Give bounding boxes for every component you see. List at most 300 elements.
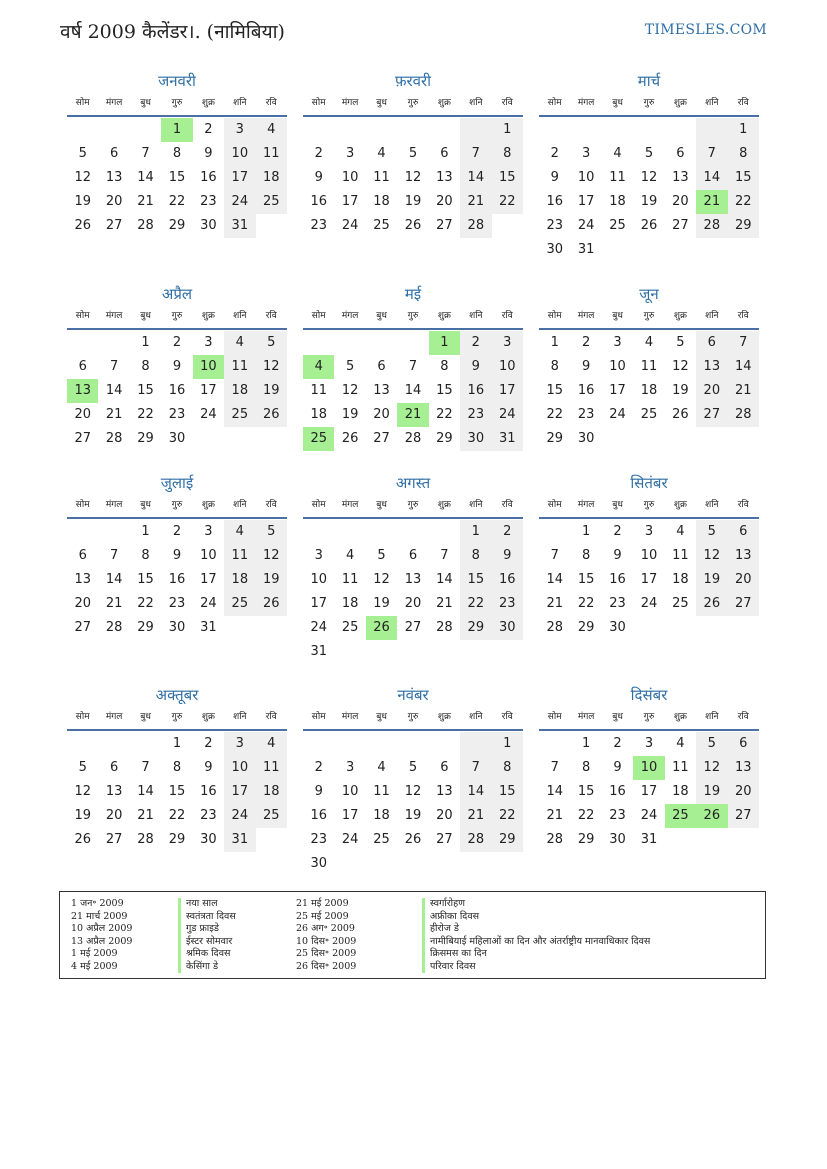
day-cell: 11 <box>373 170 390 185</box>
day-cell: 10 <box>224 756 255 780</box>
day-cell: 2 <box>613 524 622 539</box>
day-cell: 14 <box>105 383 123 398</box>
day-cell: 9 <box>314 170 323 185</box>
day-cell: 2 <box>581 335 591 350</box>
weekday-label: शनि <box>705 98 719 108</box>
day-cell: 2 <box>172 335 182 350</box>
day-cell: 18 <box>224 568 255 592</box>
weekday-label: सोम <box>311 712 326 722</box>
day-cell: 6 <box>728 732 759 756</box>
day-cell: 8 <box>728 142 759 166</box>
day-grid <box>539 118 759 262</box>
weekday-label: रवि <box>265 712 277 722</box>
day-cell: 19 <box>404 194 422 209</box>
day-cell: 19 <box>74 808 91 823</box>
day-cell: 26 <box>640 218 658 233</box>
day-cell: 18 <box>640 383 658 398</box>
day-cell: 29 <box>546 431 563 446</box>
weekday-label: बुध <box>140 712 151 722</box>
weekday-label: शुक्र <box>201 98 215 108</box>
day-cell: 14 <box>460 166 491 190</box>
day-cell: 13 <box>436 784 453 799</box>
day-cell: 2 <box>460 331 491 355</box>
day-grid <box>67 331 287 451</box>
day-cell: 9 <box>550 170 559 185</box>
day-cell: 25 <box>672 596 689 611</box>
weekday-label: रवि <box>737 311 749 321</box>
day-cell: 30 <box>310 856 327 871</box>
day-cell: 10 <box>341 170 359 185</box>
day-cell: 9 <box>172 548 182 563</box>
day-cell: 16 <box>310 194 327 209</box>
weekday-label: मंगल <box>577 712 595 722</box>
weekday-label: रवि <box>501 311 513 321</box>
month-name: अप्रैल <box>161 285 193 303</box>
day-cell: 28 <box>546 832 563 847</box>
day-cell: 13 <box>404 572 422 587</box>
day-cell: 10 <box>310 572 327 587</box>
day-cell: 17 <box>640 784 658 799</box>
day-cell: 23 <box>168 407 186 422</box>
day-cell: 14 <box>546 572 563 587</box>
legend-date: 21 मार्च 2009 <box>71 910 128 922</box>
weekday-label: बुध <box>376 712 387 722</box>
day-cell: 2 <box>204 736 213 751</box>
day-cell: 22 <box>168 194 186 209</box>
day-cell: 10 <box>577 170 595 185</box>
day-cell: 8 <box>581 760 591 775</box>
day-cell: 30 <box>200 218 217 233</box>
weekday-header <box>67 494 287 519</box>
weekday-label: बुध <box>612 98 623 108</box>
weekday-label: सोम <box>311 500 326 510</box>
day-cell: 16 <box>609 784 626 799</box>
day-cell: 11 <box>224 544 255 568</box>
holiday-day-cell: 21 <box>696 190 727 214</box>
day-cell: 14 <box>728 355 759 379</box>
weekday-label: गुरु <box>171 712 183 722</box>
day-cell: 4 <box>644 335 654 350</box>
day-cell: 4 <box>345 548 355 563</box>
day-cell: 18 <box>224 379 255 403</box>
day-cell: 13 <box>728 544 759 568</box>
day-cell: 7 <box>550 760 559 775</box>
day-cell: 18 <box>373 194 390 209</box>
day-cell: 20 <box>696 379 727 403</box>
day-cell: 12 <box>256 544 287 568</box>
empty-cell <box>665 118 696 142</box>
day-cell: 3 <box>345 760 355 775</box>
day-cell: 7 <box>728 331 759 355</box>
legend-holiday-name: हीरोज डे <box>422 923 650 936</box>
day-cell: 21 <box>436 596 453 611</box>
weekday-label: रवि <box>265 500 277 510</box>
day-cell: 3 <box>204 524 213 539</box>
day-cell: 7 <box>460 142 491 166</box>
day-cell: 3 <box>644 524 654 539</box>
day-cell: 28 <box>460 214 491 238</box>
day-cell: 15 <box>728 166 759 190</box>
weekday-label: गुरु <box>643 311 655 321</box>
weekday-label: बुध <box>140 311 151 321</box>
day-cell: 1 <box>728 118 759 142</box>
legend-holiday-name: ईस्टर सोमवार <box>178 936 236 949</box>
day-cell: 15 <box>577 784 595 799</box>
day-cell: 2 <box>314 146 323 161</box>
weekday-label: रवि <box>501 712 513 722</box>
day-cell: 18 <box>672 572 689 587</box>
day-cell: 18 <box>310 407 327 422</box>
day-cell: 8 <box>550 359 559 374</box>
day-cell: 7 <box>109 359 119 374</box>
day-cell: 29 <box>728 214 759 238</box>
page-title: वर्ष 2009 कैलेंडर।. (नामिबिया) <box>60 21 285 43</box>
day-cell: 29 <box>492 828 523 852</box>
weekday-label: गुरु <box>407 500 419 510</box>
day-cell: 24 <box>200 596 217 611</box>
empty-cell <box>67 331 98 355</box>
day-cell: 11 <box>256 142 287 166</box>
month-block <box>303 684 523 876</box>
day-cell: 16 <box>609 572 626 587</box>
day-cell: 14 <box>696 166 727 190</box>
day-cell: 15 <box>168 784 186 799</box>
day-cell: 5 <box>377 548 386 563</box>
weekday-label: शनि <box>469 311 483 321</box>
day-grid <box>67 520 287 640</box>
day-cell: 27 <box>74 620 91 635</box>
day-cell: 26 <box>341 431 359 446</box>
day-cell: 13 <box>672 170 689 185</box>
day-cell: 21 <box>546 808 563 823</box>
month-name: जून <box>639 285 659 303</box>
day-cell: 19 <box>256 379 287 403</box>
month-name: नवंबर <box>397 686 429 704</box>
day-cell: 5 <box>408 760 418 775</box>
day-cell: 26 <box>74 218 91 233</box>
weekday-label: शुक्र <box>673 311 687 321</box>
holiday-day-cell: 26 <box>366 616 397 640</box>
day-cell: 28 <box>105 431 123 446</box>
day-cell: 17 <box>200 572 217 587</box>
site-link[interactable]: TIMESLES.COM <box>644 22 767 38</box>
legend-date: 13 अप्रैल 2009 <box>71 935 133 947</box>
day-cell: 22 <box>436 407 453 422</box>
day-cell: 3 <box>224 732 255 756</box>
weekday-label: शनि <box>469 500 483 510</box>
day-cell: 7 <box>109 548 119 563</box>
month-block <box>539 684 759 852</box>
weekday-label: मंगल <box>577 98 595 108</box>
day-cell: 10 <box>224 142 255 166</box>
day-cell: 23 <box>200 808 217 823</box>
holiday-day-cell: 10 <box>633 756 664 780</box>
empty-cell <box>397 732 428 756</box>
day-cell: 15 <box>137 383 154 398</box>
day-cell: 24 <box>341 218 359 233</box>
day-grid <box>303 118 523 238</box>
day-cell: 8 <box>460 544 491 568</box>
day-cell: 30 <box>168 431 186 446</box>
day-cell: 24 <box>640 596 658 611</box>
legend-date: 21 मई 2009 <box>296 898 349 909</box>
day-cell: 24 <box>224 190 255 214</box>
weekday-label: सोम <box>547 712 562 722</box>
day-cell: 29 <box>577 620 595 635</box>
month-block <box>67 283 287 451</box>
weekday-header <box>539 305 759 330</box>
legend-names-right <box>422 898 650 973</box>
day-cell: 14 <box>436 572 453 587</box>
day-cell: 7 <box>460 756 491 780</box>
day-cell: 4 <box>676 736 685 751</box>
day-cell: 24 <box>341 832 359 847</box>
day-cell: 17 <box>310 596 327 611</box>
weekday-label: सोम <box>547 311 562 321</box>
day-cell: 16 <box>200 170 217 185</box>
day-cell: 31 <box>310 644 327 659</box>
legend-date: 4 मई 2009 <box>71 960 118 972</box>
day-cell: 7 <box>550 548 559 563</box>
day-cell: 24 <box>200 407 217 422</box>
day-cell: 23 <box>609 596 626 611</box>
legend-holiday-name: स्वर्गारोहण <box>422 898 650 911</box>
day-cell: 28 <box>546 620 563 635</box>
legend-holiday-name: नया साल <box>178 898 236 911</box>
legend-date: 10 दिस॰ 2009 <box>296 935 357 947</box>
day-cell: 11 <box>672 548 689 563</box>
holiday-day-cell: 13 <box>67 379 98 403</box>
month-block <box>303 70 523 238</box>
day-cell: 9 <box>613 548 622 563</box>
legend-date: 25 मई 2009 <box>296 910 349 922</box>
weekday-label: बुध <box>140 98 151 108</box>
day-cell: 3 <box>644 736 654 751</box>
empty-cell <box>366 331 397 355</box>
day-cell: 13 <box>728 756 759 780</box>
day-cell: 27 <box>74 431 91 446</box>
holiday-day-cell: 25 <box>303 427 334 451</box>
day-grid <box>67 732 287 852</box>
day-cell: 31 <box>640 832 658 847</box>
day-cell: 28 <box>137 832 154 847</box>
day-cell: 14 <box>137 170 154 185</box>
day-cell: 10 <box>341 784 359 799</box>
weekday-label: सोम <box>547 98 562 108</box>
day-cell: 21 <box>546 596 563 611</box>
day-cell: 10 <box>492 355 523 379</box>
weekday-label: मंगल <box>341 98 359 108</box>
day-cell: 6 <box>676 146 685 161</box>
weekday-label: रवि <box>737 98 749 108</box>
weekday-label: शुक्र <box>201 712 215 722</box>
day-cell: 18 <box>341 596 359 611</box>
day-cell: 23 <box>460 403 491 427</box>
empty-cell <box>130 732 161 756</box>
month-name: अगस्त <box>395 474 431 492</box>
day-cell: 25 <box>609 218 626 233</box>
day-cell: 8 <box>141 359 150 374</box>
weekday-label: शनि <box>233 500 247 510</box>
day-cell: 10 <box>640 548 658 563</box>
weekday-label: रवि <box>501 98 513 108</box>
day-cell: 30 <box>168 620 186 635</box>
day-cell: 31 <box>492 427 523 451</box>
holiday-day-cell: 26 <box>696 804 727 828</box>
day-cell: 14 <box>137 784 154 799</box>
weekday-label: रवि <box>737 500 749 510</box>
day-cell: 27 <box>728 592 759 616</box>
day-cell: 7 <box>141 760 150 775</box>
day-cell: 8 <box>492 142 523 166</box>
weekday-label: मंगल <box>341 712 359 722</box>
day-cell: 7 <box>141 146 150 161</box>
day-cell: 17 <box>200 383 217 398</box>
day-cell: 4 <box>224 331 255 355</box>
day-cell: 21 <box>728 379 759 403</box>
day-cell: 11 <box>224 355 255 379</box>
day-cell: 28 <box>137 218 154 233</box>
empty-cell <box>696 118 727 142</box>
day-cell: 31 <box>224 828 255 852</box>
holiday-legend <box>59 891 766 979</box>
day-cell: 12 <box>672 359 689 374</box>
day-cell: 29 <box>577 832 595 847</box>
weekday-label: शुक्र <box>201 311 215 321</box>
month-block <box>539 472 759 640</box>
day-cell: 20 <box>105 194 123 209</box>
day-cell: 11 <box>640 359 658 374</box>
weekday-label: गुरु <box>407 98 419 108</box>
day-cell: 27 <box>436 832 453 847</box>
day-cell: 5 <box>78 146 87 161</box>
day-cell: 21 <box>105 407 123 422</box>
day-cell: 25 <box>640 407 658 422</box>
empty-cell <box>334 520 365 544</box>
day-cell: 27 <box>696 403 727 427</box>
legend-date: 25 दिस॰ 2009 <box>296 948 357 959</box>
empty-cell <box>539 732 570 756</box>
day-cell: 29 <box>168 832 186 847</box>
month-block <box>67 684 287 852</box>
empty-cell <box>98 520 129 544</box>
day-cell: 3 <box>204 335 213 350</box>
day-cell: 6 <box>696 331 727 355</box>
day-cell: 21 <box>137 808 154 823</box>
day-cell: 21 <box>137 194 154 209</box>
day-cell: 31 <box>200 620 217 635</box>
weekday-label: शनि <box>705 311 719 321</box>
weekday-label: गुरु <box>643 712 655 722</box>
weekday-header <box>539 494 759 519</box>
weekday-label: शनि <box>469 98 483 108</box>
day-cell: 9 <box>204 760 213 775</box>
day-cell: 10 <box>609 359 626 374</box>
day-cell: 29 <box>168 218 186 233</box>
day-cell: 2 <box>172 524 182 539</box>
weekday-label: सोम <box>311 311 326 321</box>
day-cell: 19 <box>672 383 689 398</box>
legend-holiday-name: केसिंगा डे <box>178 961 236 974</box>
day-cell: 27 <box>672 218 689 233</box>
legend-date: 26 दिस॰ 2009 <box>296 960 357 972</box>
day-cell: 5 <box>644 146 654 161</box>
day-cell: 23 <box>546 218 563 233</box>
day-cell: 24 <box>224 804 255 828</box>
month-name: मई <box>404 285 422 303</box>
day-grid <box>539 732 759 852</box>
day-cell: 28 <box>404 431 422 446</box>
day-cell: 4 <box>377 760 386 775</box>
weekday-header <box>539 92 759 117</box>
day-cell: 13 <box>105 170 123 185</box>
day-cell: 24 <box>310 620 327 635</box>
empty-cell <box>429 520 460 544</box>
day-cell: 15 <box>436 383 453 398</box>
day-cell: 16 <box>492 568 523 592</box>
day-cell: 13 <box>373 383 390 398</box>
weekday-label: शुक्र <box>673 712 687 722</box>
weekday-label: शुक्र <box>437 500 451 510</box>
day-cell: 11 <box>672 760 689 775</box>
weekday-header <box>539 706 759 731</box>
day-cell: 19 <box>696 568 727 592</box>
day-cell: 9 <box>581 359 591 374</box>
day-cell: 16 <box>200 784 217 799</box>
day-cell: 8 <box>492 756 523 780</box>
legend-date: 1 जन॰ 2009 <box>71 898 124 909</box>
day-cell: 28 <box>696 214 727 238</box>
day-cell: 16 <box>460 379 491 403</box>
weekday-label: शनि <box>233 712 247 722</box>
day-cell: 15 <box>577 572 595 587</box>
day-cell: 27 <box>105 832 123 847</box>
weekday-label: मंगल <box>105 500 123 510</box>
day-cell: 27 <box>404 620 422 635</box>
weekday-label: बुध <box>376 98 387 108</box>
weekday-label: शुक्र <box>673 98 687 108</box>
weekday-label: शुक्र <box>437 311 451 321</box>
empty-cell <box>334 118 365 142</box>
weekday-label: शनि <box>705 712 719 722</box>
day-cell: 23 <box>492 592 523 616</box>
month-name: जुलाई <box>160 474 194 492</box>
day-cell: 16 <box>168 572 186 587</box>
day-cell: 17 <box>609 383 626 398</box>
day-cell: 3 <box>224 118 255 142</box>
empty-cell <box>397 520 428 544</box>
day-cell: 16 <box>168 383 186 398</box>
holiday-day-cell: 4 <box>303 355 334 379</box>
day-cell: 3 <box>613 335 622 350</box>
weekday-label: सोम <box>75 500 90 510</box>
empty-cell <box>460 732 491 756</box>
legend-holiday-name: गुड फ्राइडे <box>178 923 236 936</box>
day-cell: 17 <box>224 166 255 190</box>
day-cell: 28 <box>436 620 453 635</box>
holiday-day-cell: 10 <box>193 355 224 379</box>
day-cell: 12 <box>341 383 359 398</box>
weekday-label: गुरु <box>171 500 183 510</box>
day-cell: 29 <box>137 431 154 446</box>
empty-cell <box>429 732 460 756</box>
day-grid <box>303 520 523 664</box>
weekday-label: मंगल <box>577 311 595 321</box>
day-grid <box>67 118 287 238</box>
weekday-label: मंगल <box>577 500 595 510</box>
day-cell: 24 <box>609 407 626 422</box>
day-cell: 30 <box>460 427 491 451</box>
